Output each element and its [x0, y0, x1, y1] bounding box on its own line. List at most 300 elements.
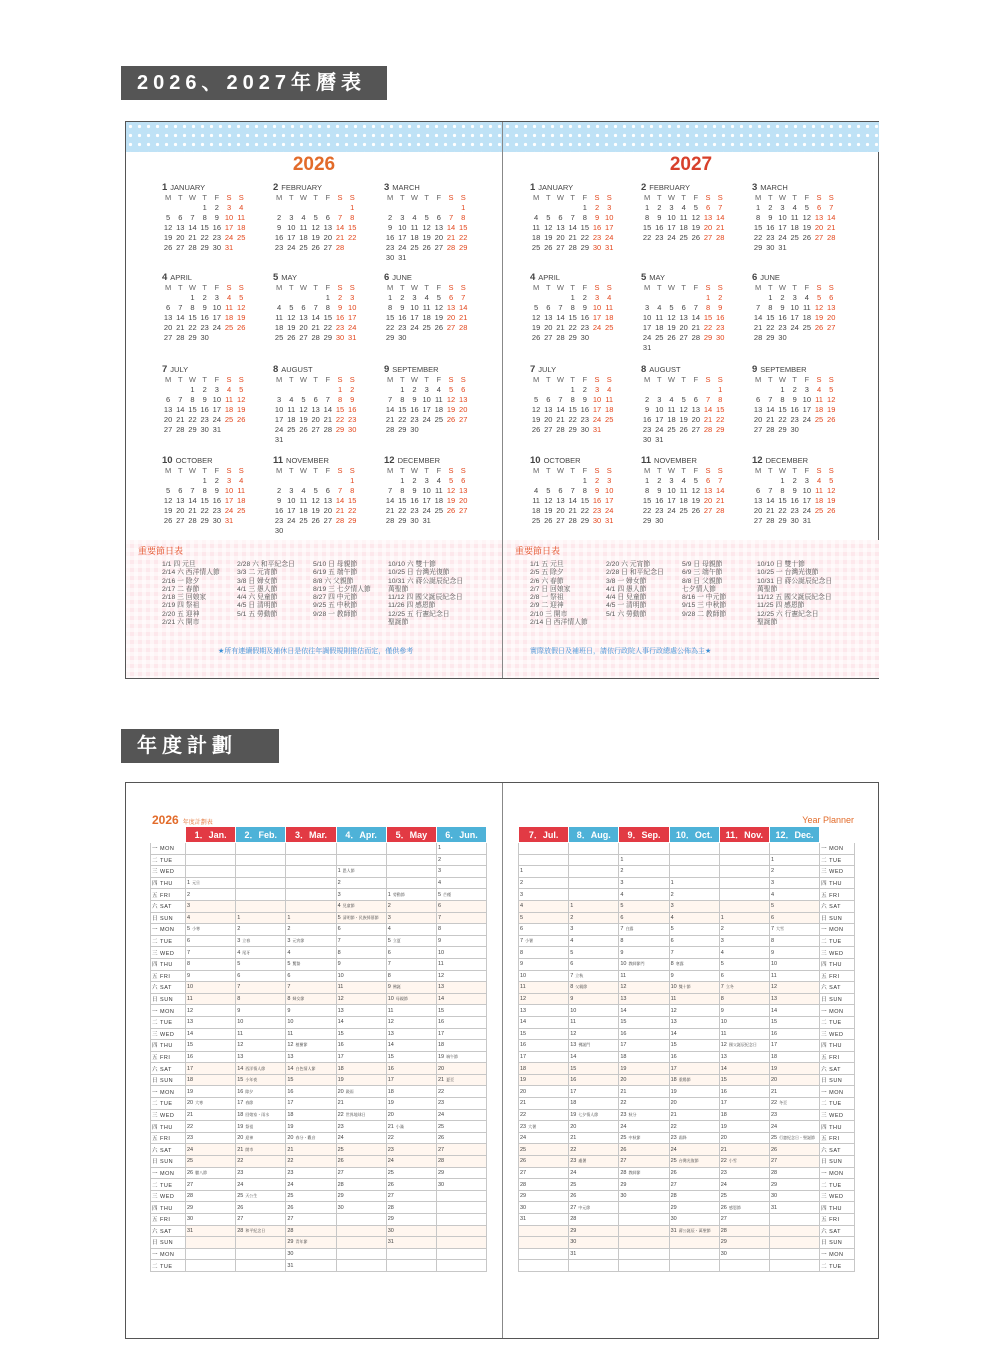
- day-number: 8: [570, 395, 575, 404]
- day-cell: [336, 1225, 386, 1237]
- day-number: 12: [570, 1030, 577, 1037]
- day-cell: [336, 1132, 386, 1144]
- day-number: 15: [387, 1053, 394, 1060]
- day-grid: [162, 283, 266, 343]
- day-number: 20: [337, 1088, 344, 1095]
- day-cell: [386, 900, 436, 912]
- day-cell: [519, 1260, 569, 1272]
- day-number: 12: [337, 996, 344, 1003]
- day-cell: [386, 1132, 436, 1144]
- weekday-label: S: [705, 283, 711, 292]
- day-cell: [669, 1005, 719, 1017]
- day-number: 13: [691, 405, 701, 414]
- day-number: 24: [620, 1123, 627, 1130]
- day-number: 1: [768, 293, 773, 302]
- day-number: 23: [410, 415, 419, 424]
- day-number: 1: [400, 476, 405, 485]
- day-cell: [719, 993, 769, 1005]
- day-number: 18: [531, 233, 541, 242]
- day-cell: [436, 1190, 486, 1202]
- day-number: 10: [224, 486, 234, 495]
- day-number: 20: [459, 496, 468, 505]
- day-number: 3: [289, 486, 294, 495]
- day-cell: [186, 877, 236, 889]
- day-number: 23: [387, 1146, 394, 1153]
- day-number: 24: [287, 1181, 294, 1188]
- month-number: 2: [641, 182, 647, 193]
- day-number: 1: [720, 914, 724, 921]
- day-number: 11: [532, 223, 540, 232]
- weekday-label: T: [545, 375, 551, 384]
- day-number: 20: [679, 323, 688, 332]
- day-cell: [569, 1179, 619, 1191]
- day-number: 5: [720, 961, 724, 968]
- day-number: 23: [580, 323, 590, 332]
- day-cell: [569, 958, 619, 970]
- day-grid: [162, 466, 266, 526]
- day-number: 8: [461, 213, 466, 222]
- day-number: 19: [531, 415, 541, 424]
- day-event: 穀雨: [345, 1088, 354, 1094]
- day-number: 24: [398, 243, 407, 252]
- empty-cell: [542, 203, 554, 213]
- day-number: 2: [412, 476, 417, 485]
- day-cell: [719, 866, 769, 878]
- day-cell: [286, 924, 336, 936]
- day-cell: [519, 958, 569, 970]
- day-number: 9: [720, 1007, 724, 1014]
- empty-cell: [554, 203, 566, 213]
- day-cell: [236, 889, 286, 901]
- day-number: 22: [620, 1100, 627, 1107]
- day-number: 12: [544, 496, 553, 505]
- day-cell: [236, 1121, 286, 1133]
- month-header: [752, 182, 856, 193]
- day-number: 12: [163, 223, 173, 232]
- day-number: 21: [753, 323, 763, 332]
- day-cell: [336, 1190, 386, 1202]
- day-grid: [384, 466, 488, 526]
- day-number: 8: [437, 926, 441, 933]
- day-cell: [519, 1016, 569, 1028]
- weekday-label: F: [804, 466, 810, 475]
- day-number: 13: [544, 313, 553, 322]
- day-number: 30: [670, 1216, 677, 1223]
- day-cell: [519, 1063, 569, 1075]
- day-number: 1: [705, 293, 711, 302]
- month-header: [384, 364, 488, 375]
- day-number: 27: [620, 1158, 627, 1165]
- day-event: 元旦: [192, 880, 201, 886]
- day-number: 8: [670, 961, 674, 968]
- day-cell: [386, 877, 436, 889]
- day-cell: [436, 1109, 486, 1121]
- day-number: 4: [816, 476, 822, 485]
- day-number: 18: [434, 405, 444, 414]
- day-number: 6: [705, 203, 711, 212]
- month-header: [384, 272, 488, 283]
- day-number: 10: [224, 213, 234, 222]
- weekday-label: S: [448, 193, 454, 202]
- day-number: 8: [287, 996, 291, 1003]
- planner-row: [151, 993, 487, 1005]
- day-number: 11: [570, 1019, 576, 1026]
- holiday-entry: 2/7 日 回娘家: [530, 585, 571, 593]
- day-number: 16: [335, 313, 345, 322]
- day-number: 11: [299, 496, 308, 505]
- month-block: [384, 272, 488, 343]
- day-number: 12: [446, 395, 456, 404]
- day-cell: [719, 1260, 769, 1272]
- day-number: 21: [670, 1111, 677, 1118]
- day-number: 10: [422, 486, 431, 495]
- month-block: [752, 455, 856, 526]
- day-number: 25: [237, 506, 246, 515]
- day-number: 20: [827, 313, 836, 322]
- weekday-label: T: [424, 193, 429, 202]
- weekday-label: F: [582, 466, 588, 475]
- day-number: 3: [670, 903, 674, 910]
- planner-row: [519, 947, 855, 959]
- empty-cell: [174, 203, 186, 213]
- holiday-entry: 8/16 一 中元節: [682, 594, 727, 602]
- day-cell: [236, 1260, 286, 1272]
- day-number: 6: [693, 395, 698, 404]
- day-number: 28: [437, 1158, 445, 1165]
- day-number: 15: [188, 313, 197, 322]
- day-number: 11: [422, 303, 431, 312]
- day-number: 11: [655, 313, 664, 322]
- planner-row: [151, 1214, 487, 1226]
- month-number: 7: [530, 364, 536, 375]
- holiday-entry: 8/19 三 七夕情人節: [313, 585, 371, 593]
- month-block: [530, 272, 634, 343]
- day-number: 28: [716, 506, 725, 515]
- day-cell: [669, 924, 719, 936]
- day-cell: [186, 1028, 236, 1040]
- day-number: 17: [667, 496, 676, 505]
- day-number: 25: [224, 415, 234, 424]
- weekday-label: 四 THU: [151, 958, 186, 970]
- day-cell: [186, 1237, 236, 1249]
- day-number: 12: [827, 486, 836, 495]
- planner-row: [151, 1144, 487, 1156]
- day-cell: [436, 993, 486, 1005]
- weekday-label: W: [778, 375, 787, 384]
- day-number: 17: [212, 313, 222, 322]
- weekday-label: T: [424, 375, 429, 384]
- weekday-label: S: [226, 283, 232, 292]
- day-number: 25: [237, 233, 246, 242]
- day-number: 29: [580, 516, 590, 525]
- day-number: 5: [437, 891, 441, 898]
- day-cell: [519, 1179, 569, 1191]
- day-number: 19: [187, 1088, 194, 1095]
- day-number: 25: [814, 506, 824, 515]
- day-number: 13: [703, 213, 713, 222]
- year-title: 2027: [669, 154, 713, 175]
- day-number: 12: [827, 395, 836, 404]
- day-cell: [569, 1214, 619, 1226]
- day-number: 7: [337, 486, 343, 495]
- day-cell: [386, 947, 436, 959]
- day-number: 23: [187, 1135, 194, 1142]
- day-number: 30: [570, 1239, 577, 1246]
- day-cell: [336, 993, 386, 1005]
- day-cell: [519, 900, 569, 912]
- day-event: 驚蟄: [292, 961, 301, 967]
- weekday-label: T: [656, 283, 662, 292]
- day-number: 21: [385, 506, 395, 515]
- day-number: 19: [163, 506, 173, 515]
- day-number: 19: [287, 323, 296, 332]
- day-number: 18: [337, 1065, 344, 1072]
- day-number: 22: [387, 1135, 394, 1142]
- weekday-label: S: [238, 466, 244, 475]
- weekday-label: M: [386, 375, 394, 384]
- day-number: 2: [277, 213, 282, 222]
- day-number: 31: [224, 516, 234, 525]
- holiday-entry: 11/12 五 國父誕辰紀念日: [757, 594, 832, 602]
- day-number: 17: [387, 1077, 394, 1084]
- day-cell: [619, 1248, 669, 1260]
- day-number: 19: [544, 506, 553, 515]
- holiday-entry: 4/4 六 兒童節: [237, 594, 278, 602]
- day-number: 16: [410, 496, 419, 505]
- month-header: [273, 364, 377, 375]
- day-number: 15: [766, 313, 775, 322]
- planner-row: [151, 947, 487, 959]
- day-cell: [569, 1190, 619, 1202]
- weekday-label: 二 TUE: [820, 935, 855, 947]
- planner-row: [151, 1109, 487, 1121]
- holiday-entry: 2/20 六 元宵節: [606, 561, 651, 568]
- day-number: 22: [398, 506, 407, 515]
- weekday-label: S: [606, 193, 612, 202]
- holiday-entry: 4/4 日 兒童節: [606, 594, 647, 602]
- day-number: 5: [534, 303, 539, 312]
- weekday-label: 五 FRI: [820, 889, 855, 901]
- weekday-label: F: [582, 283, 588, 292]
- day-number: 14: [766, 405, 775, 414]
- planner-row: [519, 1074, 855, 1086]
- day-cell: [569, 947, 619, 959]
- day-number: 25: [655, 333, 664, 342]
- day-event: 中元節: [578, 1204, 591, 1210]
- day-cell: [669, 993, 719, 1005]
- day-cell: [619, 1225, 669, 1237]
- day-number: 27: [814, 233, 824, 242]
- month-name: SEPTEMBER: [392, 365, 439, 374]
- day-number: 9: [657, 213, 662, 222]
- day-cell: [769, 1028, 819, 1040]
- month-block: [641, 364, 745, 445]
- day-number: 12: [437, 972, 445, 979]
- month-header: 2．Feb.: [236, 827, 286, 843]
- day-number: 16: [790, 405, 799, 414]
- day-cell: [436, 1121, 486, 1133]
- day-number: 31: [387, 1239, 394, 1246]
- weekday-label: 三 WED: [151, 1190, 186, 1202]
- day-number: 3: [237, 938, 241, 945]
- day-number: 2: [350, 385, 355, 394]
- day-number: 27: [437, 1146, 445, 1153]
- day-cell: [719, 1086, 769, 1098]
- weekday-label: M: [386, 193, 394, 202]
- day-number: 12: [434, 303, 444, 312]
- day-number: 5: [301, 395, 306, 404]
- day-number: 21: [570, 1135, 577, 1142]
- day-number: 18: [620, 1053, 627, 1060]
- month-number: 5: [273, 272, 279, 283]
- day-number: 8: [570, 984, 574, 991]
- day-cell: [619, 970, 669, 982]
- day-number: 28: [766, 425, 775, 434]
- day-number: 2: [337, 880, 341, 887]
- day-number: 16: [670, 1053, 677, 1060]
- day-number: 18: [422, 313, 431, 322]
- day-number: 19: [667, 323, 676, 332]
- month-name: JUNE: [760, 273, 780, 282]
- day-number: 24: [422, 415, 431, 424]
- weekday-label: 二 TUE: [151, 1179, 186, 1191]
- day-number: 7: [705, 395, 711, 404]
- day-cell: [236, 1190, 286, 1202]
- month-header: [530, 272, 634, 283]
- day-number: 26: [770, 1146, 778, 1153]
- day-number: 11: [815, 395, 823, 404]
- day-cell: [619, 993, 669, 1005]
- day-number: 14: [556, 405, 565, 414]
- day-cell: [569, 1237, 619, 1249]
- day-number: 23: [670, 1135, 677, 1142]
- weekday-label: T: [681, 193, 686, 202]
- weekday-label: 三 WED: [151, 947, 186, 959]
- corner-cell: [820, 827, 855, 843]
- day-cell: [569, 993, 619, 1005]
- day-event: 母親節: [395, 996, 408, 1002]
- day-number: 26: [570, 1193, 577, 1200]
- empty-cell: [665, 385, 677, 395]
- holiday-entry: 10/10 六 雙十節: [388, 561, 436, 568]
- day-cell: [286, 1156, 336, 1168]
- empty-cell: [542, 293, 554, 303]
- day-number: 17: [422, 405, 431, 414]
- day-number: 6: [448, 293, 454, 302]
- day-cell: [236, 1028, 286, 1040]
- weekday-label: F: [436, 375, 442, 384]
- day-number: 9: [582, 303, 587, 312]
- day-cell: [186, 1040, 236, 1052]
- day-number: 30: [212, 243, 222, 252]
- day-number: 29: [778, 425, 787, 434]
- empty-cell: [764, 476, 776, 486]
- day-number: 5: [670, 926, 674, 933]
- day-number: 5: [239, 293, 244, 302]
- weekday-label: 一 MON: [151, 1086, 186, 1098]
- empty-cell: [174, 293, 186, 303]
- day-number: 7: [337, 938, 341, 945]
- day-cell: [619, 1074, 669, 1086]
- day-number: 30: [385, 253, 395, 262]
- empty-cell: [542, 476, 554, 486]
- holiday-entry: 10/25 日 台灣光復節: [388, 569, 450, 577]
- day-number: 26: [827, 506, 836, 515]
- month-number: 12: [384, 455, 395, 466]
- weekday-label: W: [556, 375, 565, 384]
- day-number: 19: [544, 233, 553, 242]
- day-number: 19: [802, 223, 812, 232]
- weekday-label: M: [275, 283, 283, 292]
- day-number: 22: [778, 506, 787, 515]
- day-number: 11: [815, 486, 823, 495]
- planner-row: [519, 1167, 855, 1179]
- day-cell: [286, 993, 336, 1005]
- day-number: 10: [287, 223, 296, 232]
- day-cell: [619, 1098, 669, 1110]
- day-number: 21: [716, 223, 725, 232]
- planner-row: [519, 993, 855, 1005]
- day-number: 3: [226, 476, 232, 485]
- day-number: 21: [323, 415, 333, 424]
- day-number: 15: [720, 1077, 727, 1084]
- day-number: 6: [313, 395, 318, 404]
- holiday-entry: 萬聖節: [757, 585, 778, 593]
- day-cell: [436, 900, 486, 912]
- day-number: 29: [520, 1193, 527, 1200]
- weekday-label: 一 MON: [820, 1086, 855, 1098]
- day-number: 11: [337, 984, 344, 991]
- day-cell: [336, 843, 386, 855]
- day-cell: [569, 1167, 619, 1179]
- day-number: 26: [446, 415, 456, 424]
- day-number: 5: [816, 293, 822, 302]
- day-cell: [719, 1214, 769, 1226]
- day-number: 30: [335, 333, 345, 342]
- empty-cell: [764, 385, 776, 395]
- day-number: 22: [237, 1158, 244, 1165]
- day-cell: [719, 1121, 769, 1133]
- day-grid: [641, 375, 745, 445]
- holiday-entry: 2/14 六 西洋情人節: [162, 569, 220, 577]
- day-number: 17: [778, 223, 787, 232]
- day-number: 5: [239, 385, 244, 394]
- holiday-entry: 9/25 五 中秋節: [313, 602, 358, 610]
- day-number: 26: [667, 333, 676, 342]
- day-number: 31: [670, 1227, 677, 1234]
- day-number: 11: [770, 972, 777, 979]
- weekday-label: W: [556, 193, 565, 202]
- day-number: 20: [163, 323, 173, 332]
- day-number: 16: [770, 1030, 778, 1037]
- day-event: 冬至: [779, 1100, 788, 1106]
- day-number: 19: [299, 415, 308, 424]
- day-cell: [286, 1167, 336, 1179]
- day-number: 17: [655, 415, 664, 424]
- day-number: 28: [770, 1169, 778, 1176]
- day-cell: [769, 1086, 819, 1098]
- day-number: 6: [520, 926, 524, 933]
- day-cell: [569, 924, 619, 936]
- day-number: 23: [337, 1123, 344, 1130]
- day-number: 25: [814, 415, 824, 424]
- day-number: 12: [531, 313, 541, 322]
- day-number: 2: [520, 880, 524, 887]
- day-number: 13: [163, 405, 173, 414]
- day-number: 1: [780, 476, 785, 485]
- day-number: 12: [670, 1007, 677, 1014]
- planner-row: [519, 1005, 855, 1017]
